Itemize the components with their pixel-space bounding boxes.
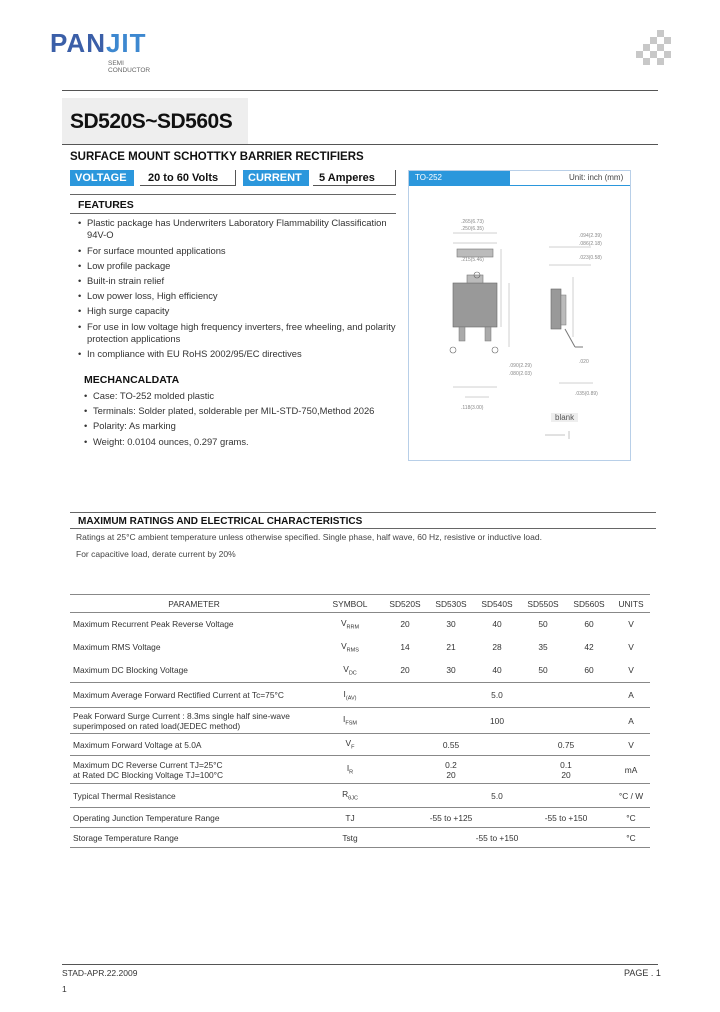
features-heading: FEATURES	[70, 194, 396, 214]
table-row: Maximum RMS Voltage $V_{RMS}$ 14 21 28 35 42 V	[73, 640, 634, 654]
footer-date: STAD-APR.22.2009	[62, 968, 138, 978]
part-title: SD520S~SD560S	[70, 110, 233, 133]
list-item: • Polarity: As marking	[84, 420, 414, 432]
marking-label: blank	[551, 413, 578, 422]
checker-logo-icon	[636, 30, 674, 70]
panjit-logo: PANJIT	[50, 28, 147, 58]
table-header-row	[70, 595, 650, 613]
svg-text:.094(2.39): .094(2.39)	[579, 233, 602, 239]
ratings-heading: MAXIMUM RATINGS AND ELECTRICAL CHARACTERISTICS	[70, 512, 656, 529]
package-tab-rule	[409, 185, 630, 186]
list-item: • In compliance with EU RoHS 2002/95/EC directives	[78, 348, 398, 360]
list-item: • Low power loss, High efficiency	[78, 290, 398, 302]
voltage-value-badge: 20 to 60 Volts	[140, 170, 236, 186]
package-tab: TO-252	[409, 171, 510, 185]
table-row: Maximum DC Blocking Voltage $V_{DC}$ 20 30 40 50 60 V	[70, 659, 650, 683]
mechanical-list	[84, 390, 414, 451]
table-row: Peak Forward Surge Current : 8.3ms single half sine-wave superimposed on rated load(JEDEC method) $I_{FSM}$ 100 A	[70, 708, 650, 734]
list-item: • Built-in strain relief	[78, 275, 398, 287]
column-header: PARAMETER	[70, 595, 318, 613]
svg-text:.023(0.58): .023(0.58)	[579, 255, 602, 261]
table-row: Maximum Recurrent Peak Reverse Voltage $V_{RRM}$ 20 30 40 50 60 V	[73, 617, 634, 631]
ratings-note: Ratings at 25°C ambient temperature unless otherwise specified. Single phase, half wave, 60 Hz, resistive or inductive load.	[76, 532, 542, 542]
svg-text:.250(6.35): .250(6.35)	[461, 226, 484, 232]
column-header: SD560S	[566, 595, 612, 613]
package-drawing-panel	[408, 170, 631, 461]
ratings-table	[70, 594, 650, 848]
svg-text:.090(2.29): .090(2.29)	[509, 363, 532, 369]
svg-text:.080(2.03): .080(2.03)	[509, 371, 532, 377]
header-rule	[62, 90, 658, 91]
table-row: Operating Junction Temperature Range TJ -55 to +125 -55 to +150 °C	[70, 808, 650, 828]
list-item: • Weight: 0.0104 ounces, 0.297 grams.	[84, 436, 414, 448]
table-row: Storage Temperature Range Tstg -55 to +150 °C	[70, 828, 650, 848]
table-row: Maximum DC Reverse Current TJ=25°C at Rated DC Blocking Voltage TJ=100°C $I_R$ 0.2 20 0.1 20 mA	[70, 756, 650, 784]
voltage-label-badge: VOLTAGE	[70, 170, 134, 186]
to252-outline-drawing	[409, 187, 630, 461]
column-header: UNITS	[612, 595, 650, 613]
list-item: • Terminals: Solder plated, solderable per MIL-STD-750,Method 2026	[84, 405, 414, 417]
product-subtitle: SURFACE MOUNT SCHOTTKY BARRIER RECTIFIERS	[70, 151, 364, 163]
table-row: Typical Thermal Resistance $R_{\theta JC}$ 5.0 °C / W	[70, 784, 650, 808]
current-label-badge: CURRENT	[243, 170, 309, 186]
svg-text:.265(6.73): .265(6.73)	[461, 219, 484, 225]
footer-rule	[62, 964, 658, 965]
list-item: • Plastic package has Underwriters Laboratory Flammability Classification 94V-O	[78, 217, 398, 242]
logo-subtitle: SEMI CONDUCTOR	[108, 60, 151, 74]
footer-page-number: 1	[62, 984, 67, 994]
svg-text:.020: .020	[579, 359, 589, 365]
svg-text:.215(5.46): .215(5.46)	[461, 257, 484, 263]
current-value-badge: 5 Amperes	[313, 170, 396, 186]
capacitive-note: For capacitive load, derate current by 20%	[76, 549, 236, 559]
unit-label: Unit: inch (mm)	[569, 173, 624, 182]
column-header: SD550S	[520, 595, 566, 613]
column-header: SYMBOL	[318, 595, 382, 613]
table-row: Maximum Forward Voltage at 5.0A $V_F$ 0.55 0.75 V	[70, 734, 650, 756]
title-rule	[62, 144, 658, 145]
svg-text:.086(2.18): .086(2.18)	[579, 241, 602, 247]
svg-text:.118(3.00): .118(3.00)	[461, 405, 484, 411]
column-header: SD530S	[428, 595, 474, 613]
footer-page-label: PAGE . 1	[624, 968, 661, 978]
column-header: SD520S	[382, 595, 428, 613]
list-item: • For surface mounted applications	[78, 245, 398, 257]
list-item: • Case: TO-252 molded plastic	[84, 390, 414, 402]
list-item: • Low profile package	[78, 260, 398, 272]
svg-text:.035(0.89): .035(0.89)	[575, 391, 598, 397]
features-list	[78, 217, 398, 363]
table-row: Maximum Average Forward Rectified Current at Tc=75°C $I_{(AV)}$ 5.0 A	[70, 683, 650, 708]
list-item: • For use in low voltage high frequency inverters, free wheeling, and polarity protection applications	[78, 321, 398, 346]
list-item: • High surge capacity	[78, 305, 398, 317]
mechanical-heading: MECHANCALDATA	[84, 374, 180, 386]
column-header: SD540S	[474, 595, 520, 613]
